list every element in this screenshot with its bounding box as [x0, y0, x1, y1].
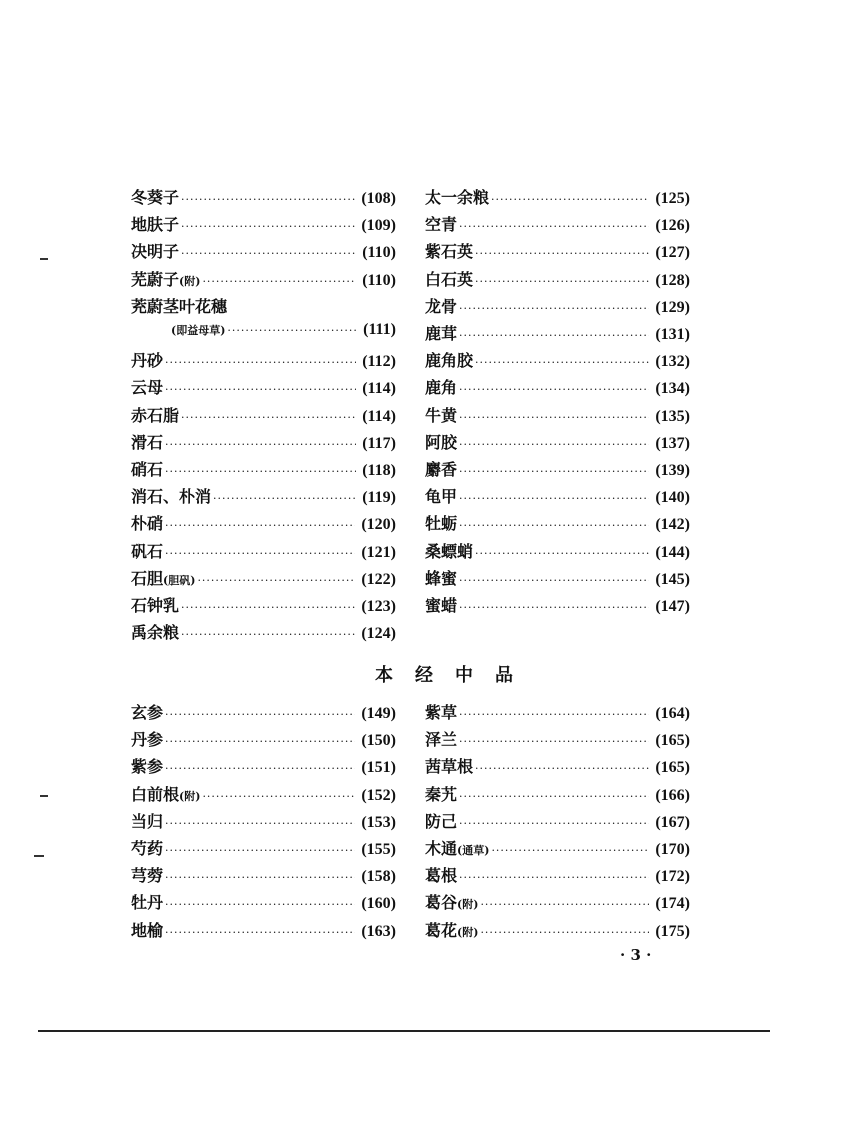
- toc-entry: [131, 239, 396, 263]
- entry-name: 牛黄: [425, 405, 458, 425]
- toc-entry: [425, 212, 690, 236]
- entry-page: (123): [361, 598, 396, 615]
- entry-note: (附): [179, 789, 201, 803]
- toc-entry: [131, 890, 396, 914]
- dot-leader: [459, 790, 649, 803]
- entry-page: (142): [655, 516, 690, 534]
- entry-page: (144): [655, 543, 690, 561]
- entry-page: (152): [361, 786, 396, 804]
- toc-entry: [131, 484, 396, 508]
- entry-page: (129): [655, 298, 690, 316]
- dot-leader: [165, 547, 355, 560]
- section-title: 本经中品: [375, 665, 535, 686]
- dot-leader: [491, 193, 649, 206]
- entry-name: 太一余粮: [425, 188, 490, 207]
- dot-leader: [459, 220, 649, 233]
- entry-page: (151): [361, 759, 396, 777]
- toc-entry: [425, 294, 690, 318]
- entry-page: (126): [655, 217, 690, 235]
- entry-name: 硝石: [131, 460, 164, 479]
- toc-entry: [425, 539, 690, 563]
- entry-page: (147): [655, 598, 690, 615]
- entry-page: (172): [655, 868, 690, 886]
- entry-name: 朴硝: [131, 514, 164, 534]
- dot-leader: [165, 871, 355, 884]
- dot-leader: [165, 438, 356, 451]
- dot-leader: [165, 898, 355, 911]
- entry-name: 决明子: [131, 242, 180, 262]
- toc-entry: [425, 918, 690, 942]
- entry-name: 禹余粮: [131, 623, 180, 643]
- entry-page: (160): [361, 895, 396, 913]
- entry-name: 阿胶: [425, 432, 458, 452]
- entry-page: (167): [655, 813, 690, 831]
- toc-entry: [425, 321, 690, 345]
- entry-name: 茺蔚茎叶花穗: [131, 296, 228, 316]
- margin-speck: [40, 795, 48, 797]
- dot-leader: [165, 465, 356, 478]
- entry-name: 紫草: [425, 703, 458, 722]
- entry-page: (165): [655, 732, 690, 750]
- entry-name: 麝香: [425, 460, 458, 479]
- dot-leader: [459, 601, 649, 614]
- entry-page: (119): [362, 489, 396, 507]
- dot-leader: [475, 247, 649, 260]
- entry-name: 牡丹: [131, 893, 164, 913]
- dot-leader: [459, 438, 649, 451]
- dot-leader: [181, 247, 356, 260]
- dot-leader: [165, 519, 355, 532]
- entry-name: 丹砂: [131, 351, 164, 371]
- entry-page: (132): [655, 353, 690, 371]
- dot-leader: [459, 519, 649, 532]
- entry-page: (150): [361, 732, 396, 750]
- entry-name: 芜蔚子: [131, 269, 180, 289]
- entry-name: 丹参: [131, 730, 164, 750]
- entry-name: 茜草根: [425, 757, 474, 777]
- dot-leader: [459, 574, 649, 587]
- entry-name: 紫石英: [425, 242, 474, 262]
- dot-leader: [459, 735, 649, 748]
- entry-page: (170): [655, 841, 690, 858]
- toc-entry: [131, 700, 396, 724]
- dot-leader: [165, 762, 355, 775]
- entry-page: (118): [362, 462, 396, 479]
- entry-page: (122): [361, 570, 396, 588]
- toc-entry: [425, 430, 690, 454]
- dot-leader: [475, 275, 649, 288]
- entry-note: (附): [179, 274, 201, 288]
- entry-name: 石胆: [131, 568, 164, 588]
- entry-name: 地榆: [131, 920, 164, 940]
- dot-leader: [202, 790, 355, 803]
- dot-leader: [227, 324, 357, 337]
- entry-page: (108): [361, 190, 396, 207]
- page-number: · 3 ·: [620, 946, 652, 964]
- entry-name: 滑石: [131, 432, 164, 452]
- entry-name: 矾石: [131, 541, 164, 561]
- dot-leader: [165, 356, 356, 369]
- entry-name: 龟甲: [425, 487, 458, 507]
- toc-entry: [425, 348, 690, 372]
- toc-entry: [131, 294, 396, 318]
- dot-leader: [213, 492, 356, 505]
- toc-entry: [425, 484, 690, 508]
- entry-name: 鹿茸: [425, 324, 458, 343]
- dot-leader: [181, 411, 356, 424]
- dot-leader: [165, 926, 355, 939]
- entry-page: (135): [655, 407, 690, 425]
- dot-leader: [459, 817, 649, 830]
- dot-leader: [459, 708, 649, 721]
- entry-name: 鹿角: [425, 378, 458, 398]
- entry-name: 石钟乳: [131, 596, 180, 615]
- entry-page: (155): [361, 841, 396, 858]
- entry-page: (110): [362, 244, 396, 262]
- toc-entry: [131, 267, 396, 291]
- entry-page: (114): [362, 380, 396, 398]
- toc-entry: [131, 539, 396, 563]
- dot-leader: [165, 735, 355, 748]
- toc-entry: [425, 754, 690, 778]
- entry-name: 鹿角胶: [425, 351, 474, 371]
- toc-entry: [131, 836, 396, 860]
- dot-leader: [181, 628, 355, 641]
- entry-page: (140): [655, 489, 690, 507]
- entry-name: 防己: [425, 811, 458, 831]
- entry-name: 秦艽: [425, 784, 458, 804]
- dot-leader: [475, 547, 649, 560]
- entry-page: (137): [655, 434, 690, 452]
- entry-page: (121): [361, 543, 396, 561]
- dot-leader: [181, 220, 355, 233]
- dot-leader: [181, 193, 355, 206]
- dot-leader: [459, 492, 649, 505]
- entry-name: 当归: [131, 811, 164, 831]
- entry-page: (120): [361, 516, 396, 534]
- bottom-rule: [38, 1030, 770, 1032]
- entry-name: 桑螵蛸: [425, 541, 474, 561]
- margin-speck: [34, 855, 44, 857]
- toc-entry: [425, 239, 690, 263]
- entry-page: (174): [655, 895, 690, 913]
- toc-entry: [425, 593, 690, 617]
- entry-name: 牡蛎: [425, 514, 458, 534]
- entry-page: (127): [655, 244, 690, 262]
- dot-leader: [475, 762, 649, 775]
- toc-entry: [425, 566, 690, 590]
- entry-page: (128): [655, 271, 690, 289]
- dot-leader: [165, 844, 355, 857]
- entry-note: (通草): [457, 844, 490, 857]
- entry-page: (153): [361, 813, 396, 831]
- toc-entry: [425, 727, 690, 751]
- toc-entry: [425, 782, 690, 806]
- toc-entry: [425, 403, 690, 427]
- toc-entry: [425, 863, 690, 887]
- toc-entry: [425, 700, 690, 724]
- toc-entry: [131, 212, 396, 236]
- entry-name: 芍药: [131, 839, 164, 858]
- entry-page: (125): [655, 190, 690, 207]
- entry-name: 蜜蜡: [425, 596, 458, 615]
- entry-page: (124): [361, 625, 396, 643]
- toc-entry: [131, 593, 396, 617]
- entry-page: (175): [655, 922, 690, 940]
- toc-entry: [131, 375, 396, 399]
- entry-name: 紫参: [131, 757, 164, 777]
- entry-page: (163): [361, 922, 396, 940]
- toc-entry: [425, 375, 690, 399]
- toc-entry: [131, 727, 396, 751]
- entry-name: 空青: [425, 215, 458, 235]
- entry-name: 地肤子: [131, 215, 180, 235]
- toc-entry: [425, 267, 690, 291]
- toc-entry: [425, 511, 690, 535]
- dot-leader: [202, 275, 356, 288]
- entry-page: (109): [361, 217, 396, 235]
- entry-name: 赤石脂: [131, 405, 180, 425]
- toc-entry: [131, 185, 396, 209]
- entry-page: (166): [655, 786, 690, 804]
- toc-entry: [131, 754, 396, 778]
- entry-name: 葛花: [425, 920, 458, 940]
- entry-name: 白前根: [131, 784, 180, 804]
- dot-leader: [459, 329, 649, 342]
- entry-note: (附): [457, 925, 479, 939]
- entry-page: (145): [655, 570, 690, 588]
- dot-leader: [165, 383, 356, 396]
- dot-leader: [459, 302, 649, 315]
- entry-page: (139): [655, 462, 690, 479]
- dot-leader: [181, 601, 355, 614]
- dot-leader: [165, 708, 355, 721]
- entry-name: 芎䓖: [131, 866, 164, 886]
- toc-entry: [131, 809, 396, 833]
- entry-page: (114): [362, 407, 396, 425]
- entry-name: 云母: [131, 378, 164, 398]
- entry-name: 消石、朴消: [131, 487, 212, 507]
- dot-leader: [459, 411, 649, 424]
- entry-page: (164): [655, 705, 690, 722]
- dot-leader: [491, 844, 649, 857]
- entry-name: 龙骨: [425, 296, 458, 316]
- toc-entry: [131, 566, 396, 590]
- toc-entry: [131, 782, 396, 806]
- toc-entry: [131, 403, 396, 427]
- entry-name: 葛谷: [425, 893, 458, 913]
- dot-leader: [197, 574, 355, 587]
- toc-entry: [131, 863, 396, 887]
- entry-name: 玄参: [131, 703, 164, 722]
- toc-entry: [131, 321, 396, 345]
- entry-name: 冬葵子: [131, 188, 180, 207]
- toc-entry: [425, 185, 690, 209]
- entry-page: (165): [655, 759, 690, 777]
- entry-name: 木通: [425, 839, 458, 858]
- entry-page: (149): [361, 705, 396, 722]
- toc-entry: [425, 836, 690, 860]
- entry-page: (117): [362, 434, 396, 452]
- toc-entry: [131, 348, 396, 372]
- entry-note: (附): [457, 898, 479, 912]
- entry-name: 葛根: [425, 866, 458, 886]
- toc-entry: [131, 430, 396, 454]
- entry-note: (即益母草): [171, 324, 226, 337]
- dot-leader: [459, 871, 649, 884]
- margin-speck: [40, 258, 48, 260]
- entry-page: (110): [362, 271, 396, 289]
- entry-page: (131): [655, 326, 690, 343]
- dot-leader: [459, 383, 649, 396]
- toc-entry: [425, 809, 690, 833]
- toc-entry: [131, 620, 396, 644]
- toc-entry: [131, 457, 396, 481]
- dot-leader: [475, 356, 649, 369]
- dot-leader: [480, 898, 649, 911]
- toc-entry: [425, 457, 690, 481]
- toc-entry: [131, 511, 396, 535]
- entry-page: (158): [361, 868, 396, 886]
- entry-note: (胆矾): [163, 573, 196, 587]
- entry-name: 泽兰: [425, 730, 458, 750]
- toc-entry: [425, 890, 690, 914]
- entry-name: 白石英: [425, 269, 474, 289]
- dot-leader: [459, 465, 649, 478]
- entry-name: 蜂蜜: [425, 568, 458, 588]
- dot-leader: [165, 817, 355, 830]
- toc-entry: [131, 918, 396, 942]
- entry-page: (111): [363, 321, 396, 338]
- entry-page: (112): [362, 353, 396, 371]
- dot-leader: [480, 926, 649, 939]
- entry-page: (134): [655, 380, 690, 398]
